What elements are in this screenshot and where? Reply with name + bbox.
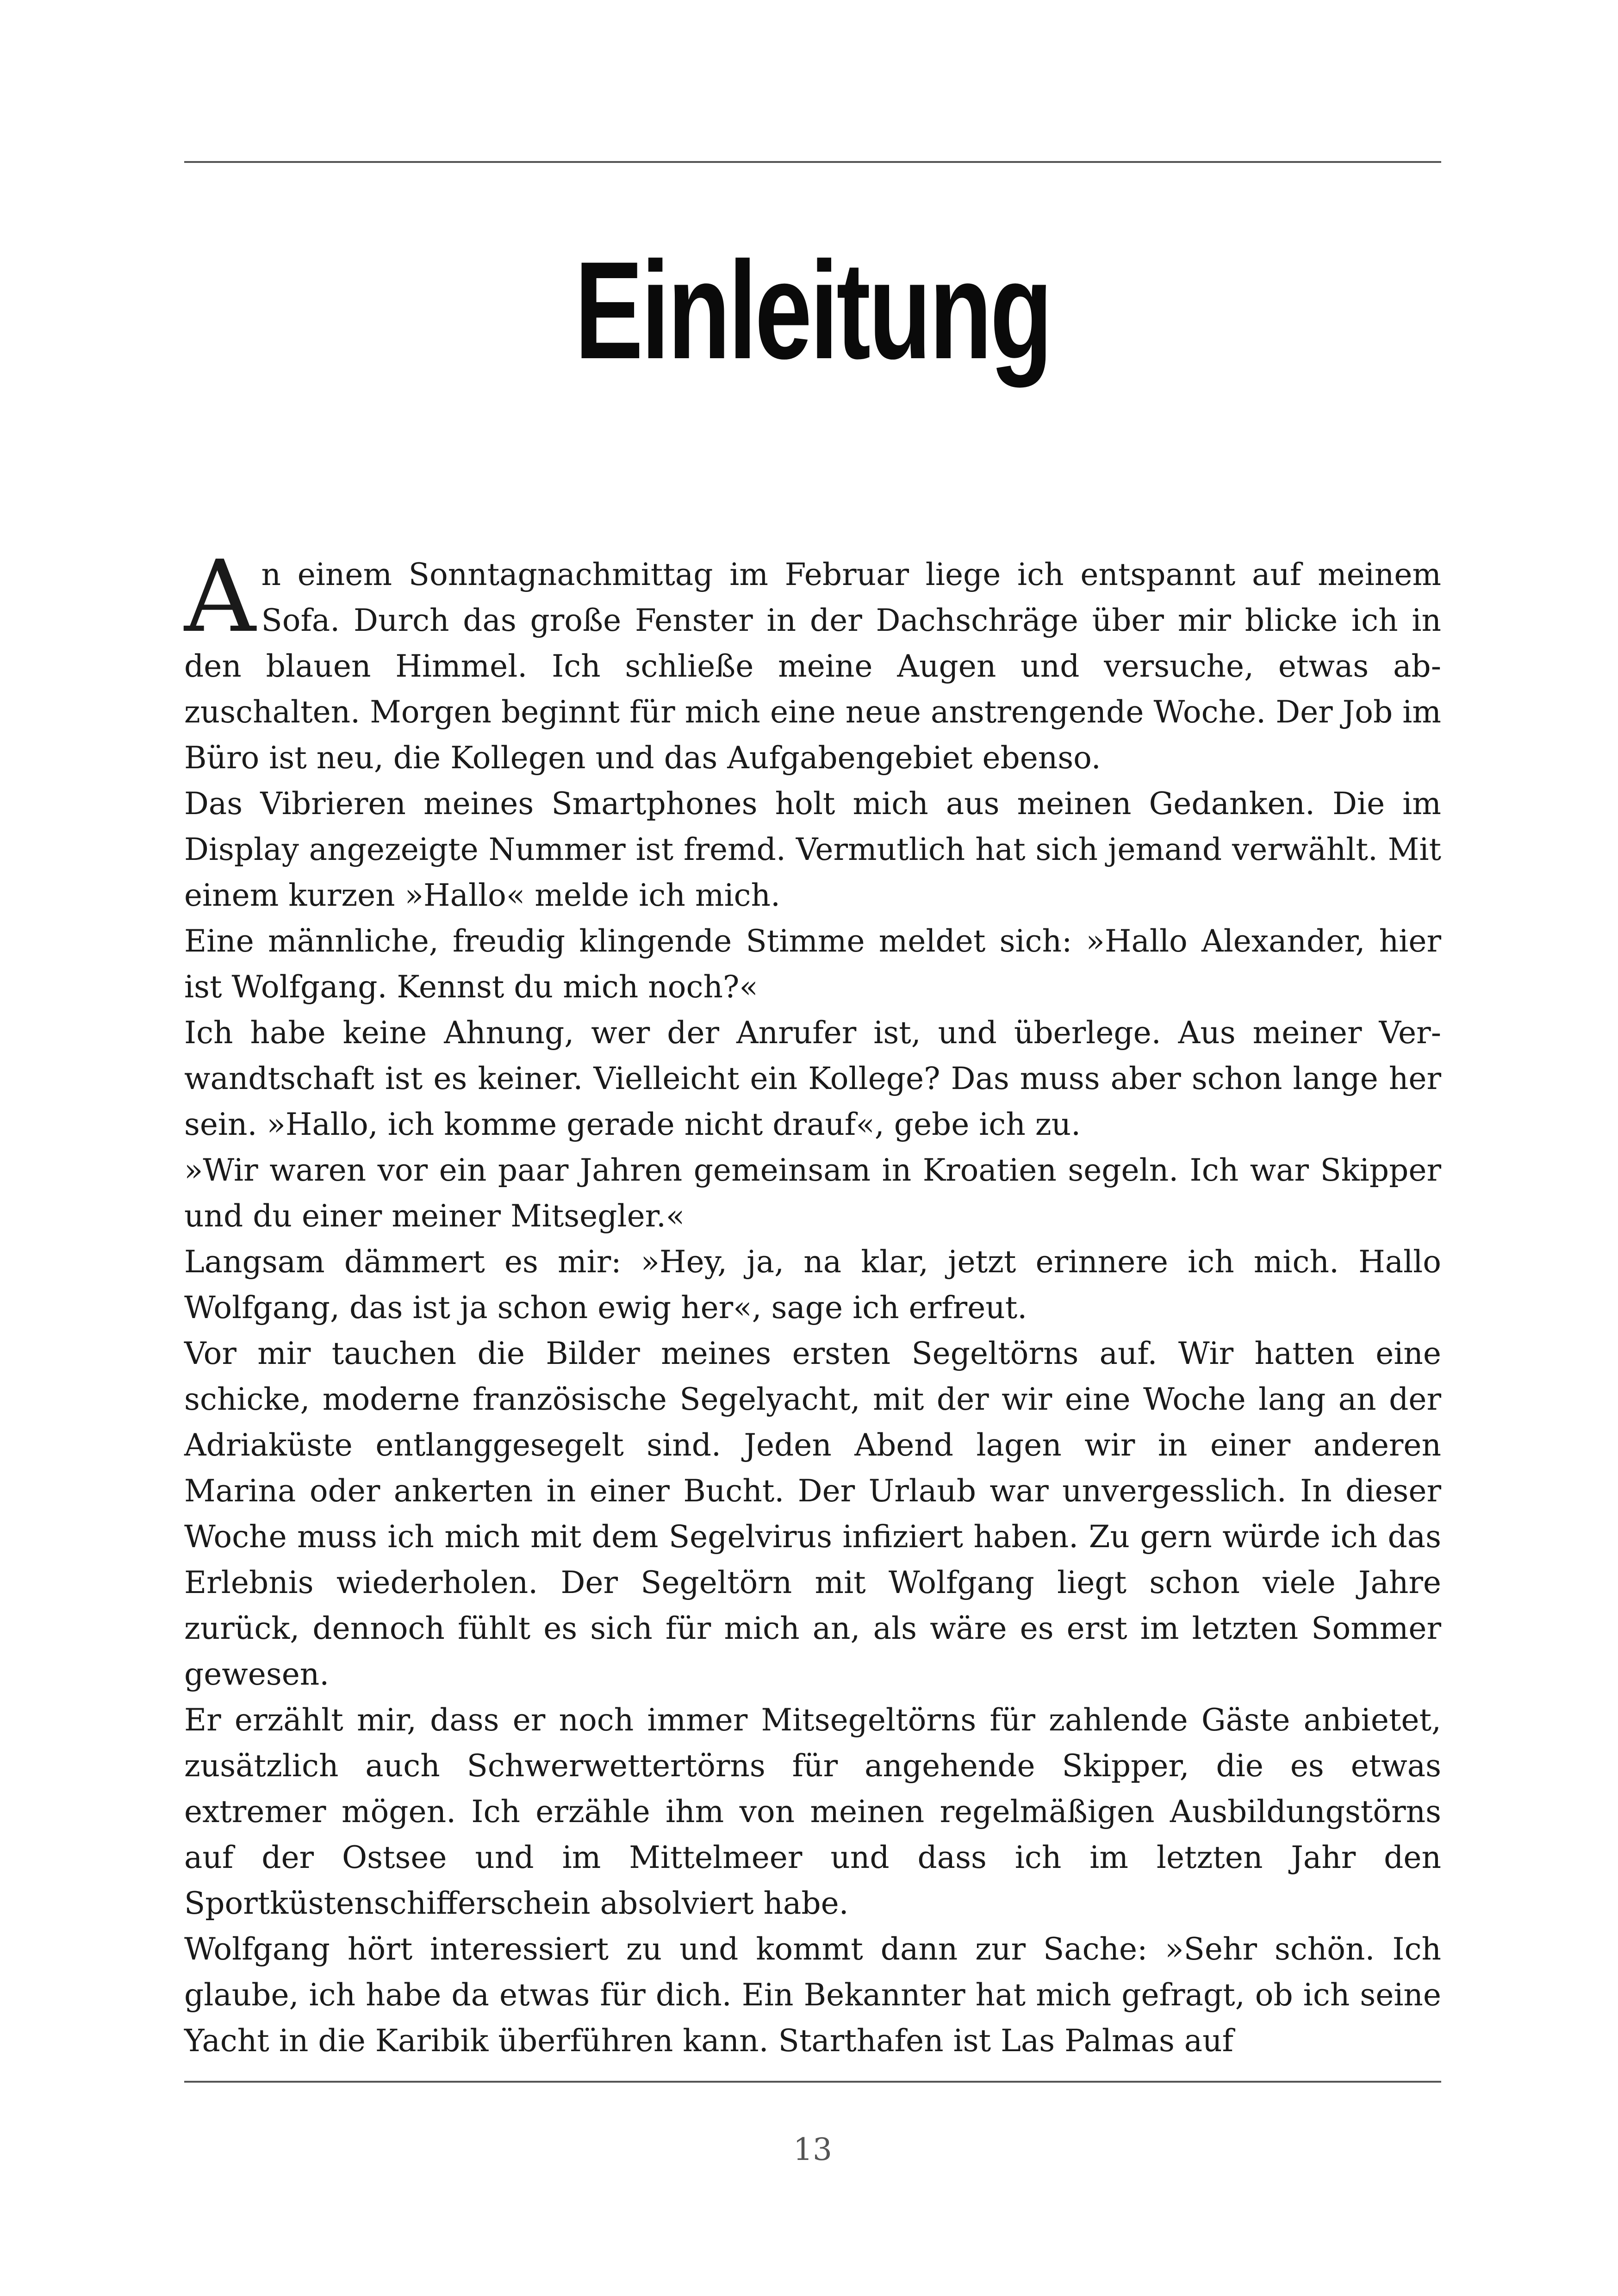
paragraph-5: »Wir waren vor ein paar Jahren gemeinsam in Kroatien segeln. Ich war Skipper und du einer meiner Mitsegler.« xyxy=(184,1152,1441,1234)
drop-cap: A xyxy=(184,539,256,654)
paragraph-9: Wolfgang hört interessiert zu und kommt dann zur Sache: »Sehr schön. Ich glaube, ich habe da etwas für dich. Ein Bekannter hat mich gefragt, ob ich seine Yacht in die Karibik überführen kann. Starthafen ist Las Palmas auf xyxy=(184,1931,1441,2059)
paragraph-1-text: n einem Sonntagnachmittag im Februar liege ich entspannt auf meinem Sofa. Durch das große Fenster in der Dachschräge über mir blicke ich in den blauen Himmel. Ich schließe meine Augen und versuche, etwas abzuschalten. Morgen beginnt für mich eine neue anstrengende Woche. Der Job im Büro ist neu, die Kollegen und das Aufgabengebiet ebenso. xyxy=(184,557,1441,776)
paragraph-8: Er erzählt mir, dass er noch immer Mitsegeltörns für zahlende Gäste anbietet, zusätzlich auch Schwerwettertörns für angehende Skipper, die es etwas extremer mögen. Ich erzähle ihm von meinen regelmäßigen Ausbildungstörns auf der Ostsee und im Mittelmeer und dass ich im letzten Jahr den Sportküstenschifferschein absolviert habe. xyxy=(184,1702,1441,1921)
paragraph-4: Ich habe keine Ahnung, wer der Anrufer ist, und überlege. Aus meiner Verwandtschaft ist es keiner. Vielleicht ein Kollege? Das muss aber schon lange her sein. »Hallo, ich komme gerade nicht drauf«, gebe ich zu. xyxy=(184,1015,1441,1142)
paragraph-6: Langsam dämmert es mir: »Hey, ja, na klar, jetzt erinnere ich mich. Hallo Wolfgang, das ist ja schon ewig her«, sage ich erfreut. xyxy=(184,1244,1441,1325)
bottom-rule xyxy=(184,2081,1441,2083)
chapter-title: Einleitung xyxy=(574,232,1051,388)
paragraph-3: Eine männliche, freudig klingende Stimme meldet sich: »Hallo Alexander, hier ist Wolfgang. Kennst du mich noch?« xyxy=(184,923,1441,1005)
paragraph-2: Das Vibrieren meines Smartphones holt mich aus meinen Gedanken. Die im Display angezeigte Nummer ist fremd. Vermutlich hat sich jemand verwählt. Mit einem kurzen »Hallo« melde ich mich. xyxy=(184,786,1441,913)
top-rule xyxy=(184,161,1441,163)
body-text xyxy=(184,539,1441,2064)
paragraph-1 xyxy=(184,539,1441,781)
paragraph-7: Vor mir tauchen die Bilder meines ersten Segeltörns auf. Wir hatten eine schicke, moderne französische Segelyacht, mit der wir eine Woche lang an der Adriaküste entlanggesegelt sind. Jeden Abend lagen wir in einer anderen Marina oder ankerten in einer Bucht. Der Urlaub war unvergesslich. In dieser Woche muss ich mich mit dem Segelvirus infiziert haben. Zu gern würde ich das Erlebnis wiederholen. Der Segeltörn mit Wolfgang liegt schon viele Jahre zurück, dennoch fühlt es sich für mich an, als wäre es erst im letzten Sommer gewesen. xyxy=(184,1336,1441,1692)
page-number: 13 xyxy=(793,2132,832,2167)
